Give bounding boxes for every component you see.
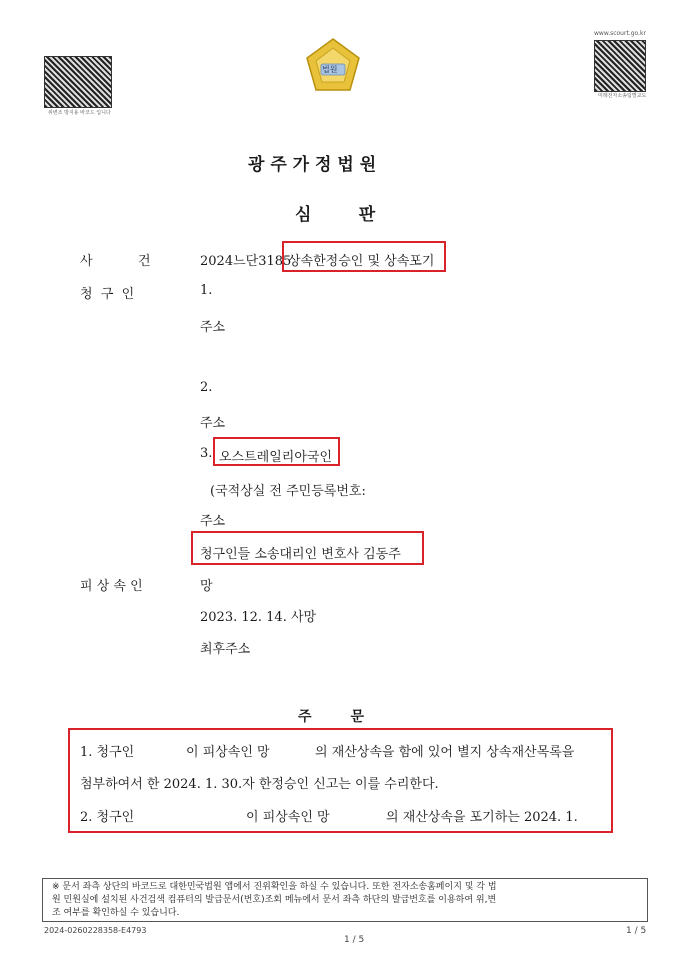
claimant-2-number: 2. bbox=[200, 380, 213, 395]
claimant-3-nationality: 오스트레일리아국인 bbox=[219, 450, 333, 465]
highlight-case-type bbox=[282, 241, 446, 272]
document-type: 심 판 bbox=[295, 205, 376, 225]
claimant-3-number: 3. bbox=[200, 446, 213, 461]
order-line-3c: 의 재산상속을 포기하는 2024. 1. bbox=[386, 810, 578, 825]
claimant-1-number: 1. bbox=[200, 283, 213, 298]
verification-barcode bbox=[44, 56, 112, 108]
order-line-1a: 1. 청구인 bbox=[80, 745, 135, 760]
claimant-label: 청 구 인 bbox=[80, 287, 135, 302]
last-address-label: 최후주소 bbox=[200, 642, 251, 657]
notice-line-1: ※ 문서 좌측 상단의 바코드로 대한민국법원 앱에서 진위확인을 하실 수 있습니다. 또한 전자소송홈페이지 및 각 법 bbox=[52, 882, 497, 892]
case-label: 사 건 bbox=[80, 254, 151, 269]
highlight-attorney bbox=[191, 531, 424, 565]
case-number: 2024느단3185 bbox=[200, 254, 292, 269]
claimant-1-address-label: 주소 bbox=[200, 320, 226, 335]
page-number-right: 1 / 5 bbox=[626, 926, 647, 936]
case-type: 상속한정승인 및 상속포기 bbox=[288, 254, 435, 269]
order-line-2: 첨부하여서 한 2024. 1. 30.자 한정승인 신고는 이를 수리한다. bbox=[80, 777, 439, 792]
barcode-caption: 위변조 방지용 바코드 입니다 bbox=[48, 110, 111, 116]
notice-line-2: 원 민원실에 설치된 사건검색 컴퓨터의 발급문서(번호)조회 메뉴에서 문서 좌측 하단의 발급번호를 이용하여 위,변 bbox=[52, 895, 497, 905]
death-date: 2023. 12. 14. 사망 bbox=[200, 610, 317, 625]
verification-notice bbox=[42, 878, 648, 922]
page-number-center: 1 / 5 bbox=[344, 935, 365, 945]
highlight-nationality bbox=[213, 437, 340, 466]
order-heading: 주 문 bbox=[298, 709, 365, 725]
scourt-barcode bbox=[594, 40, 646, 92]
attorney: 청구인들 소송대리인 변호사 김동주 bbox=[200, 547, 401, 562]
issue-number: 2024-0260228358-E4793 bbox=[44, 926, 147, 935]
order-line-3b: 이 피상속인 망 bbox=[246, 810, 330, 825]
notice-line-3: 조 여부를 확인하실 수 있습니다. bbox=[52, 908, 180, 918]
claimant-3-former-id: (국적상실 전 주민등록번호: bbox=[210, 484, 366, 499]
decedent-label: 피 상 속 인 bbox=[80, 579, 143, 594]
emblem-label: 법원 bbox=[322, 65, 338, 74]
court-name: 광 주 가 정 법 원 bbox=[248, 155, 377, 175]
claimant-3-address-label: 주소 bbox=[200, 514, 226, 529]
right-barcode-caption: 미래전자소송팀별교도 bbox=[598, 93, 647, 99]
decedent-status: 망 bbox=[200, 579, 213, 594]
order-line-3a: 2. 청구인 bbox=[80, 810, 135, 825]
right-barcode-url: www.scourt.go.kr bbox=[594, 30, 646, 37]
order-line-1c: 의 재산상속을 함에 있어 별지 상속재산목록을 bbox=[315, 745, 575, 760]
claimant-2-address-label: 주소 bbox=[200, 416, 226, 431]
order-line-1b: 이 피상속인 망 bbox=[186, 745, 270, 760]
